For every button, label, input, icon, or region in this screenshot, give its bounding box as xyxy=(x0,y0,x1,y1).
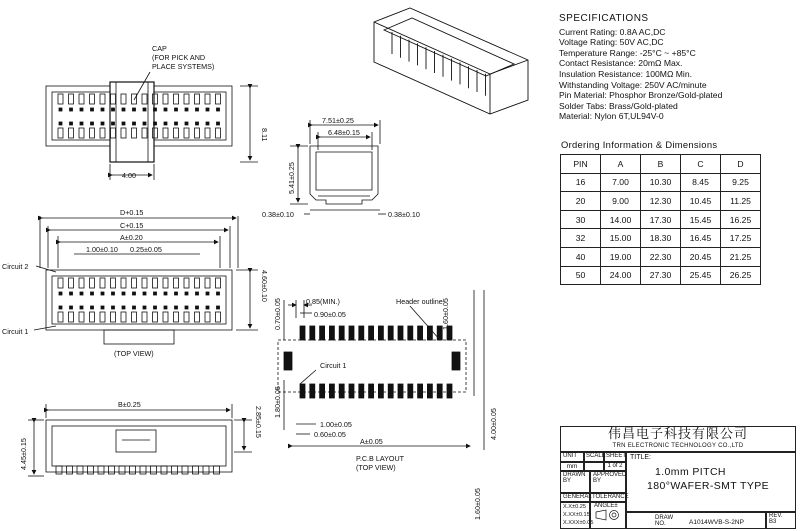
pin-shape xyxy=(427,384,432,398)
pin-shape xyxy=(133,306,136,309)
pin-shape xyxy=(100,128,105,138)
pin-shape xyxy=(163,128,168,138)
pin-shape xyxy=(196,306,199,309)
pin-shape xyxy=(398,384,403,398)
pin-shape xyxy=(80,122,83,125)
table-cell: 40 xyxy=(561,247,601,266)
pin-shape xyxy=(133,122,136,125)
pin-shape xyxy=(284,352,292,370)
pin-shape xyxy=(216,312,221,322)
dim-pin-width: 0.25±0.05 xyxy=(130,245,162,254)
pin-shape xyxy=(359,326,364,340)
pin-shape xyxy=(300,326,305,340)
pin-shape xyxy=(447,384,452,398)
pin-shape xyxy=(122,122,125,125)
ordering-title: Ordering Information & Dimensions xyxy=(561,139,718,150)
pin-shape xyxy=(69,278,74,288)
pin-shape xyxy=(163,312,168,322)
pin-shape xyxy=(182,466,188,474)
pin-shape xyxy=(112,306,115,309)
pin-shape xyxy=(418,326,423,340)
pin-shape xyxy=(80,306,83,309)
pin-shape xyxy=(143,108,146,111)
top-view-label: (TOP VIEW) xyxy=(114,349,154,358)
pin-shape xyxy=(143,306,146,309)
pin-shape xyxy=(408,326,413,340)
pin-shape xyxy=(185,292,188,295)
pin-shape xyxy=(172,466,178,474)
pin-shape xyxy=(175,122,178,125)
pin-shape xyxy=(121,278,126,288)
pin-shape xyxy=(154,122,157,125)
pin-shape xyxy=(369,326,374,340)
tolerance-values xyxy=(560,502,594,529)
pin-shape xyxy=(142,278,147,288)
draw-no-label: DRAW NO. xyxy=(655,515,674,527)
pin-shape xyxy=(100,312,105,322)
spec-line: Temperature Range: -25°C ~ +85°C xyxy=(559,47,696,58)
table-header: D xyxy=(721,155,761,174)
table-cell: 20.45 xyxy=(681,247,721,266)
spec-line: Pin Material: Phosphor Bronze/Gold-plated xyxy=(559,90,723,101)
table-cell: 14.00 xyxy=(601,210,641,229)
pin-shape xyxy=(101,122,104,125)
pin-shape xyxy=(174,312,179,322)
table-cell: 7.00 xyxy=(601,173,641,192)
pin-shape xyxy=(217,306,220,309)
pin-shape xyxy=(339,384,344,398)
pin-shape xyxy=(91,122,94,125)
pin-shape xyxy=(161,466,167,474)
pin-shape xyxy=(329,384,334,398)
spec-line: Insulation Resistance: 100MΩ Min. xyxy=(559,68,693,79)
table-cell: 19.00 xyxy=(601,247,641,266)
table-cell: 9.00 xyxy=(601,192,641,211)
table-cell: 12.30 xyxy=(641,192,681,211)
pin-shape xyxy=(154,108,157,111)
pin-shape xyxy=(101,108,104,111)
pin-shape xyxy=(109,466,115,474)
pin-shape xyxy=(91,108,94,111)
title-line-2: 180°WAFER-SMT TYPE xyxy=(647,480,770,492)
table-cell: 15.00 xyxy=(601,229,641,248)
pin-shape xyxy=(184,278,189,288)
table-cell: 22.30 xyxy=(641,247,681,266)
pin-shape xyxy=(349,326,354,340)
pcb-dim-0-70: 0.70±0.05 xyxy=(273,298,282,330)
pin-shape xyxy=(195,94,200,104)
title-block xyxy=(560,426,796,529)
pin-shape xyxy=(339,326,344,340)
table-header: A xyxy=(601,155,641,174)
pin-shape xyxy=(320,326,325,340)
pin-shape xyxy=(121,312,126,322)
dim-8-11: 8.11 xyxy=(260,128,269,142)
pin-shape xyxy=(70,108,73,111)
pin-shape xyxy=(329,326,334,340)
dim-C: C+0.15 xyxy=(120,221,144,230)
pin-shape xyxy=(300,384,305,398)
dim-D: D+0.15 xyxy=(120,208,144,217)
dim-4-45: 4.45±0.15 xyxy=(19,438,28,470)
pin-shape xyxy=(77,466,83,474)
circuit-1-label: Circuit 1 xyxy=(2,327,29,336)
pin-shape xyxy=(111,312,116,322)
pin-shape xyxy=(142,312,147,322)
pin-shape xyxy=(98,466,104,474)
pin-shape xyxy=(154,306,157,309)
company-cell xyxy=(560,426,796,452)
pin-shape xyxy=(151,466,157,474)
table-cell: 16.25 xyxy=(721,210,761,229)
pin-shape xyxy=(79,278,84,288)
pin-shape xyxy=(79,312,84,322)
tolerance-1: X.X±0.25 xyxy=(563,504,586,510)
table-cell: 20 xyxy=(561,192,601,211)
pin-shape xyxy=(388,384,393,398)
table-cell: 26.25 xyxy=(721,266,761,285)
rev-value: B3 xyxy=(769,519,777,525)
angle-label: ANGLE± xyxy=(594,503,618,509)
pin-shape xyxy=(101,306,104,309)
table-header: B xyxy=(641,155,681,174)
pin-shape xyxy=(163,278,168,288)
pin-shape xyxy=(174,128,179,138)
pin-shape xyxy=(101,292,104,295)
pin-shape xyxy=(185,306,188,309)
pin-shape xyxy=(133,292,136,295)
pcb-dim-4-00: 4.00±0.05 xyxy=(489,408,498,440)
pin-shape xyxy=(111,278,116,288)
table-cell: 27.30 xyxy=(641,266,681,285)
pcb-dim-0-60: 0.60±0.05 xyxy=(314,430,346,439)
table-cell: 16 xyxy=(561,173,601,192)
pin-shape xyxy=(119,466,125,474)
pin-shape xyxy=(112,108,115,111)
table-header: PIN xyxy=(561,155,601,174)
pin-shape xyxy=(216,128,221,138)
pin-shape xyxy=(154,292,157,295)
pin-shape xyxy=(122,292,125,295)
dim-4-00: 4.00 xyxy=(122,171,136,180)
pin-shape xyxy=(90,94,95,104)
tolerance-2: X.XX±0.15 xyxy=(563,512,590,518)
pin-shape xyxy=(184,312,189,322)
drawn-by-label: DRAWN BY xyxy=(560,471,590,493)
table-row xyxy=(561,192,761,211)
dim-2-85: 2.85±0.15 xyxy=(254,406,263,438)
pcb-layout-label: P.C.B LAYOUT xyxy=(356,454,405,463)
pin-shape xyxy=(216,278,221,288)
projection-symbol-icon xyxy=(594,509,622,521)
table-cell: 9.25 xyxy=(721,173,761,192)
table-cell: 10.45 xyxy=(681,192,721,211)
general-label: GENERAL xyxy=(560,493,590,502)
pin-shape xyxy=(112,292,115,295)
pin-shape xyxy=(195,312,200,322)
pin-shape xyxy=(132,278,137,288)
pin-shape xyxy=(184,94,189,104)
pin-shape xyxy=(59,122,62,125)
pin-shape xyxy=(70,122,73,125)
pin-shape xyxy=(203,466,209,474)
pin-shape xyxy=(196,122,199,125)
pcb-circuit-1: Circuit 1 xyxy=(320,361,347,370)
isometric-view xyxy=(374,8,528,114)
draw-no-cell xyxy=(626,512,766,529)
cap-label-1: CAP xyxy=(152,44,167,53)
front-view xyxy=(28,404,252,476)
rev-cell xyxy=(766,512,796,529)
pin-shape xyxy=(67,466,73,474)
dim-0-38-left: 0.38±0.10 xyxy=(262,210,294,219)
pin-shape xyxy=(205,278,210,288)
table-cell: 10.30 xyxy=(641,173,681,192)
pcb-dim-1-00: 1.00±0.05 xyxy=(320,420,352,429)
angle-cell xyxy=(590,502,626,529)
pin-shape xyxy=(90,312,95,322)
table-cell: 24.00 xyxy=(601,266,641,285)
dim-0-38-right: 0.38±0.10 xyxy=(388,210,420,219)
table-header-row xyxy=(561,155,761,174)
tolerance-label: TOLERANCE xyxy=(592,494,629,500)
pin-shape xyxy=(90,278,95,288)
table-cell: 30 xyxy=(561,210,601,229)
table-row xyxy=(561,266,761,285)
table-cell: 18.30 xyxy=(641,229,681,248)
pin-shape xyxy=(79,128,84,138)
pcb-top-view-label: (TOP VIEW) xyxy=(356,463,396,472)
dim-6-48: 6.48±0.15 xyxy=(328,128,360,137)
pin-shape xyxy=(196,292,199,295)
table-cell: 21.25 xyxy=(721,247,761,266)
pin-shape xyxy=(205,128,210,138)
pin-shape xyxy=(174,94,179,104)
pin-shape xyxy=(153,312,158,322)
pin-shape xyxy=(369,384,374,398)
pcb-dim-0-90: 0.90±0.05 xyxy=(314,310,346,319)
pin-shape xyxy=(206,122,209,125)
table-cell: 8.45 xyxy=(681,173,721,192)
pin-shape xyxy=(195,128,200,138)
top-view-dimensioned xyxy=(34,216,258,344)
pin-shape xyxy=(196,108,199,111)
specifications-block xyxy=(559,14,722,122)
pin-shape xyxy=(58,128,63,138)
pin-shape xyxy=(56,466,62,474)
table-row xyxy=(561,173,761,192)
pin-shape xyxy=(59,306,62,309)
specifications-heading: SPECIFICATIONS xyxy=(559,13,649,24)
pin-shape xyxy=(140,466,146,474)
table-cell: 17.30 xyxy=(641,210,681,229)
table-cell: 11.25 xyxy=(721,192,761,211)
pin-shape xyxy=(91,306,94,309)
spec-line: Solder Tabs: Brass/Gold-plated xyxy=(559,100,678,111)
pin-shape xyxy=(122,108,125,111)
scale-label: SCALE xyxy=(584,452,604,462)
dim-B: B±0.25 xyxy=(118,400,141,409)
ordering-table xyxy=(560,154,761,285)
spec-line: Voltage Rating: 50V AC,DC xyxy=(559,37,664,48)
pin-shape xyxy=(164,108,167,111)
pin-shape xyxy=(80,108,83,111)
pin-shape xyxy=(143,292,146,295)
pin-shape xyxy=(163,94,168,104)
pin-shape xyxy=(185,122,188,125)
table-row xyxy=(561,229,761,248)
draw-no-value: A1014WVB-S-2NP xyxy=(689,519,744,526)
scale-value xyxy=(584,462,604,471)
pcb-dim-0-85: 0.85(MIN.) xyxy=(306,297,340,306)
sheet-value: 1 of 2 xyxy=(604,462,626,471)
pin-shape xyxy=(58,312,63,322)
dim-pitch: 1.00±0.10 xyxy=(86,245,118,254)
pin-shape xyxy=(100,278,105,288)
dim-5-41: 5.41±0.25 xyxy=(287,162,296,194)
pin-shape xyxy=(320,384,325,398)
pin-shape xyxy=(452,352,460,370)
pin-shape xyxy=(388,326,393,340)
pin-shape xyxy=(206,292,209,295)
unit-value: mm xyxy=(560,462,584,471)
pin-shape xyxy=(153,278,158,288)
pin-shape xyxy=(143,122,146,125)
title-label: TITLE: xyxy=(630,454,652,461)
pin-shape xyxy=(59,292,62,295)
rev-label: REV. xyxy=(769,513,783,519)
pin-shape xyxy=(206,108,209,111)
table-header: C xyxy=(681,155,721,174)
pin-shape xyxy=(193,466,199,474)
pin-shape xyxy=(378,384,383,398)
pin-shape xyxy=(184,128,189,138)
pcb-header-outline: Header outline xyxy=(396,297,443,306)
spec-line: Withstanding Voltage: 250V AC/minute xyxy=(559,79,707,90)
spec-line: Material: Nylon 6T,UL94V-0 xyxy=(559,111,664,122)
spec-line: Current Rating: 0.8A AC,DC xyxy=(559,26,666,37)
pin-shape xyxy=(100,94,105,104)
pin-shape xyxy=(80,292,83,295)
pin-shape xyxy=(79,94,84,104)
table-cell: 25.45 xyxy=(681,266,721,285)
pin-shape xyxy=(58,278,63,288)
pin-shape xyxy=(205,94,210,104)
company-name-cn: 伟昌电子科技有限公司 xyxy=(607,427,748,442)
dim-A: A±0.20 xyxy=(120,233,143,242)
pin-shape xyxy=(175,292,178,295)
dim-4-60: 4.60±0.10 xyxy=(260,270,269,302)
table-cell: 32 xyxy=(561,229,601,248)
pin-shape xyxy=(185,108,188,111)
pin-shape xyxy=(175,306,178,309)
pin-shape xyxy=(59,108,62,111)
pin-shape xyxy=(217,122,220,125)
cap-label-2: (FOR PICK AND xyxy=(152,53,206,62)
table-cell: 16.45 xyxy=(681,229,721,248)
table-row xyxy=(561,210,761,229)
pin-shape xyxy=(88,466,94,474)
pin-shape xyxy=(217,292,220,295)
pin-shape xyxy=(310,384,315,398)
pin-shape xyxy=(217,108,220,111)
cap-label-3: PLACE SYSTEMS) xyxy=(152,62,215,71)
pin-shape xyxy=(349,384,354,398)
pin-shape xyxy=(206,306,209,309)
pin-shape xyxy=(164,122,167,125)
pin-shape xyxy=(437,384,442,398)
pin-shape xyxy=(112,122,115,125)
pcb-dim-1-80: 1.80±0.05 xyxy=(273,386,282,418)
pin-shape xyxy=(205,312,210,322)
tolerance-3: X.XXX±0.05 xyxy=(563,520,594,526)
pin-shape xyxy=(70,292,73,295)
table-cell: 50 xyxy=(561,266,601,285)
sheet-label: SHEET xyxy=(604,452,626,462)
pin-shape xyxy=(174,278,179,288)
unit-label: UNIT xyxy=(560,452,584,462)
pin-shape xyxy=(70,306,73,309)
table-cell: 17.25 xyxy=(721,229,761,248)
pcb-dim-1-60-top: 1.60±0.05 xyxy=(441,298,450,330)
company-name-en: TRN ELECTRONIC TECHNOLOGY CO.,LTD xyxy=(612,443,744,449)
pin-shape xyxy=(130,466,136,474)
pin-shape xyxy=(175,108,178,111)
table-row xyxy=(561,247,761,266)
table-cell: 15.45 xyxy=(681,210,721,229)
pin-shape xyxy=(310,326,315,340)
title-cell xyxy=(626,452,796,512)
pin-shape xyxy=(90,128,95,138)
top-view-with-cap xyxy=(46,72,258,180)
pin-shape xyxy=(378,326,383,340)
pin-shape xyxy=(418,384,423,398)
pin-shape xyxy=(122,306,125,309)
circuit-2-label: Circuit 2 xyxy=(2,262,29,271)
pin-shape xyxy=(132,312,137,322)
pin-shape xyxy=(69,128,74,138)
pcb-dim-A: A±0.05 xyxy=(360,437,383,446)
pin-shape xyxy=(91,292,94,295)
title-line-1: 1.0mm PITCH xyxy=(655,466,726,478)
pcb-layout xyxy=(278,290,484,450)
pin-shape xyxy=(195,278,200,288)
pin-shape xyxy=(408,384,413,398)
dim-7-51: 7.51±0.25 xyxy=(322,116,354,125)
pin-shape xyxy=(58,94,63,104)
spec-line: Contact Resistance: 20mΩ Max. xyxy=(559,58,683,69)
pcb-dim-1-60-bot: 1.60±0.05 xyxy=(473,488,482,520)
pin-shape xyxy=(216,94,221,104)
pin-shape xyxy=(164,306,167,309)
pin-shape xyxy=(359,384,364,398)
pin-shape xyxy=(214,466,220,474)
pin-shape xyxy=(398,326,403,340)
pin-shape xyxy=(164,292,167,295)
approved-by-label: APPROVED BY xyxy=(590,471,626,493)
pin-shape xyxy=(69,94,74,104)
pin-shape xyxy=(69,312,74,322)
pin-shape xyxy=(133,108,136,111)
